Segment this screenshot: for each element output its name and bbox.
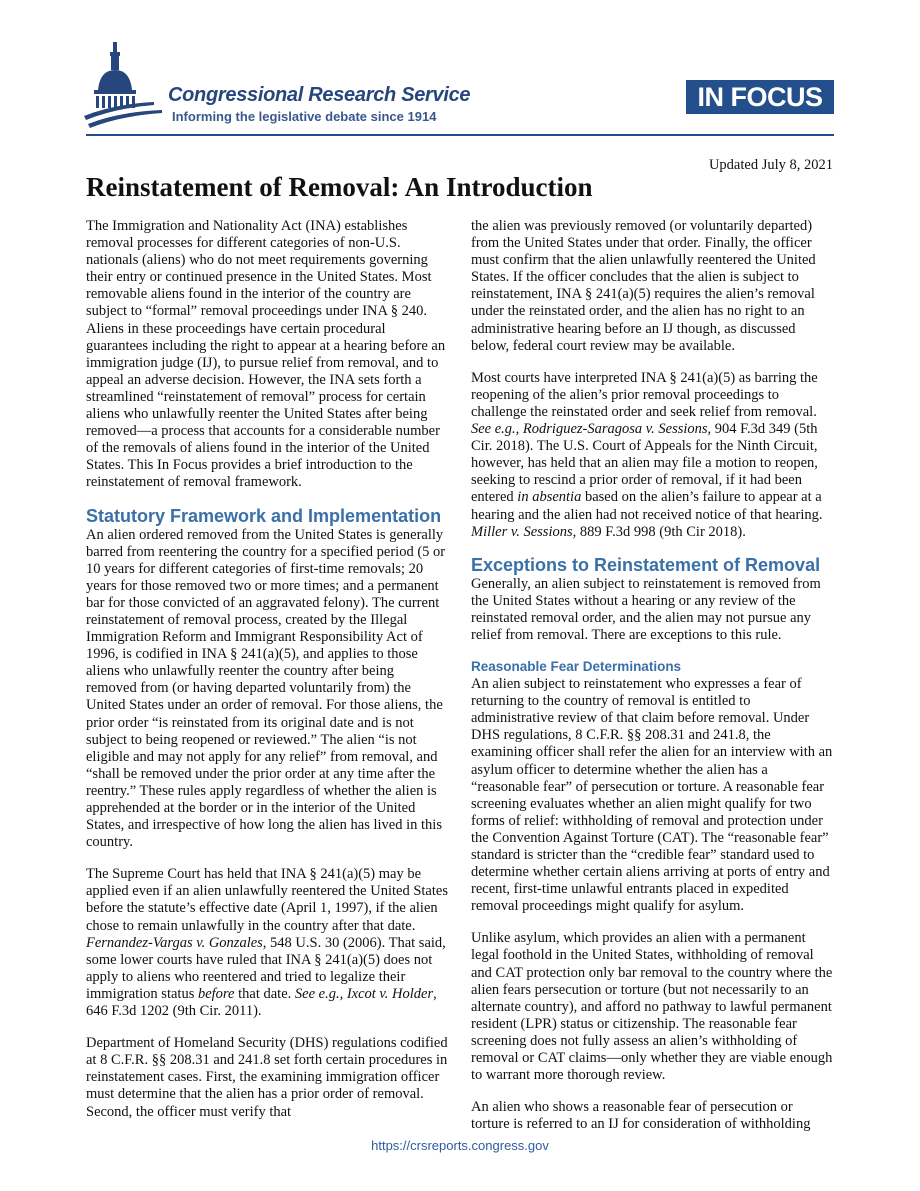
updated-date: Updated July 8, 2021 [708, 157, 833, 173]
in-focus-badge: IN FOCUS [686, 80, 834, 114]
section-heading-exceptions: Exceptions to Reinstatement of Removal [471, 554, 821, 575]
case-citation: Miller v. Sessions [471, 523, 573, 540]
asylum-comparison-paragraph: Unlike asylum, which provides an alien with a permanent legal foothold in the United States, withholding of removal and CAT protection only bar removal to the country where the alien fears persecution or torture (but not necessarily to an alternate country), and afford no pathway to lawful permanent resident (LPR) status or citizenship. The reasonable fear screening does not fully assess an alien’s withholding of removal or CAT claims—only whether they are viable enough to warrant more thorough review. [471, 930, 833, 1084]
page-title: Reinstatement of Removal: An Introduction [86, 172, 593, 202]
case-citation: Fernandez-Vargas v. Gonzales [86, 934, 263, 951]
text-run: , 904 F.3d 349 (5th Cir. 2018). The U.S. Court of Appeals for the Ninth Circuit, however, has held that an alien may file a motion to reopen, seeking to rescind a prior order of removal, if it had been entered [471, 421, 818, 506]
referral-paragraph: An alien who shows a reasonable fear of persecution or torture is referred to an IJ for consideration of withholding [471, 1099, 811, 1133]
left-column [86, 218, 448, 1138]
text-run: Most courts have interpreted INA § 241(a)(5) as barring the reopening of the alien’s prior removal proceedings to challenge the reinstated order and seek relief from removal. [471, 369, 818, 420]
report-header [0, 0, 920, 140]
case-citation: See e.g., Rodriguez-Saragosa v. Sessions [471, 421, 708, 438]
text-run: The Supreme Court has held that INA § 241(a)(5) may be applied even if an alien unlawfully reentered the United States before the statute’s effective date (April 1, 1997), if the alien chose to remain unlawfully in the country after that date. [86, 866, 448, 934]
reasonable-fear-paragraph: An alien subject to reinstatement who expresses a fear of returning to the country of removal is entitled to administrative review of that claim before removal. Under DHS regulations, 8 C.F.R. §§ 208.31 and 241.8, the examining officer shall refer the alien for an interview with an asylum officer to determine whether the alien has a “reasonable fear” of persecution or torture. A reasonable fear screening evaluates whether an alien might qualify for two forms of relief: withholding of removal and protection under the Convention Against Torture (CAT). The “reasonable fear” standard is stricter than the “credible fear” standard used to determine whether certain aliens arriving at ports of entry and recent, first-time unlawful entrants placed in expedited removal proceedings might qualify for asylum. [471, 676, 833, 915]
text-run: , 646 F.3d 1202 (9th Cir. 2011). [86, 985, 437, 1020]
org-name: Congressional Research Service [168, 84, 471, 106]
dhs-regulations-paragraph: Department of Homeland Security (DHS) regulations codified at 8 C.F.R. §§ 208.31 and 241.8 set forth certain procedures in reinstatement cases. First, the examining immigration officer must determine that the alien has a prior order of removal. Second, the officer must verify that [86, 1035, 448, 1120]
statutory-paragraph: An alien ordered removed from the United States is generally barred from reentering the country for a specified period (5 or 10 years for different categories of first-time removals; 20 years for those removed two or more times; and a permanent bar for those convicted of an aggravated felony). The current reinstatement of removal process, created by the Illegal Immigration Reform and Immigrant Responsibility Act of 1996, is codified in INA § 241(a)(5), and applies to those aliens who unlawfully reenter the country after being removed from (or having departed voluntarily from) the United States under an order of removal. For those aliens, the prior order “is reinstated from its original date and is not subject to being reopened or reviewed.” The alien “is not eligible and may not apply for any relief” from removal, and “shall be removed under the prior order at any time after the reentry.” These rules apply regardless of whether the alien is apprehended at the border or in the interior of the United States, and irrespective of how long the alien has lived in this country. [86, 526, 446, 851]
capitol-dome-icon [84, 40, 166, 128]
emphasis: before [197, 985, 235, 1002]
org-tagline: Informing the legislative debate since 1914 [172, 109, 437, 124]
text-run: , 889 F.3d 998 (9th Cir 2018). [572, 523, 746, 540]
continuation-paragraph: the alien was previously removed (or voluntarily departed) from the United States under that order. Finally, the officer must confirm that the alien unlawfully reentered the United States. If the officer concludes that the alien is subject to reinstatement, INA § 241(a)(5) requires the alien’s removal under the reinstated order, and the alien has no right to an administrative hearing before an IJ though, as discussed below, federal court review may be available. [471, 218, 816, 354]
section-heading-statutory: Statutory Framework and Implementation [86, 505, 442, 526]
case-citation: See e.g., Ixcot v. Holder [294, 985, 434, 1002]
courts-paragraph [471, 370, 833, 541]
supreme-court-paragraph [86, 866, 448, 1020]
subheading-reasonable-fear: Reasonable Fear Determinations [471, 659, 682, 675]
text-run: that date. [234, 985, 295, 1002]
text-run: , 548 U.S. 30 (2006). That said, some lower courts have ruled that INA § 241(a)(5) does not apply to aliens who reentered and tried to legalize their immigration status [86, 934, 446, 1002]
emphasis: in absentia [517, 489, 582, 506]
footer-url-link[interactable]: https://crsreports.congress.gov [371, 1138, 549, 1153]
header-divider [86, 134, 834, 136]
exceptions-paragraph: Generally, an alien subject to reinstatement is removed from the United States without a hearing or any review of the reinstated removal order, and the alien may not pursue any relief from removal. There are exceptions to this rule. [471, 575, 821, 643]
text-run: based on the alien’s failure to appear at a hearing and the alien had not received notice of that hearing. [471, 489, 823, 523]
intro-paragraph: The Immigration and Nationality Act (INA) establishes removal processes for different categories of non-U.S. nationals (aliens) who do not meet requirements governing their entry or continued presence in the United States. Most removable aliens found in the interior of the country are subject to “formal” removal proceedings under INA § 240. Aliens in these proceedings have certain procedural guarantees including the right to appear at a hearing before an immigration judge (IJ), to pursue relief from removal, and to appeal an adverse decision. However, the INA sets forth a streamlined “reinstatement of removal” process for certain aliens who unlawfully reenter the United States after being removed—a process that accounts for a considerable number of the removals of aliens found in the interior of the United States. This In Focus provides a brief introduction to the reinstatement of removal framework. [86, 218, 446, 491]
right-column [471, 218, 833, 1138]
